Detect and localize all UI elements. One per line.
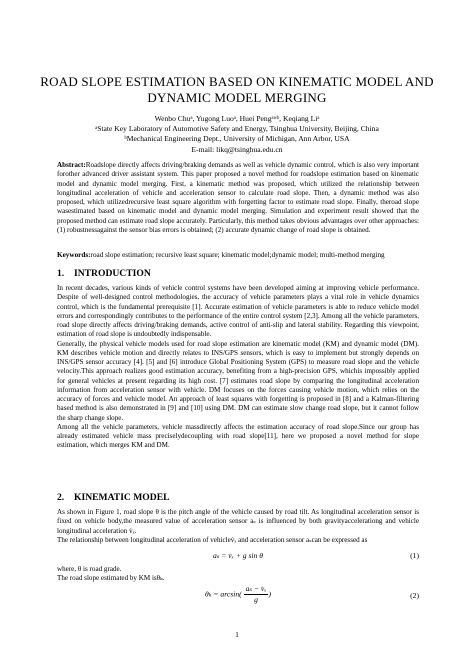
abstract-text: Roadslope directly affects driving/braking demands as well as vehicle dynamic control, which is also very important forother advanced driver assistant system. This paper proposed a novel method for roadslope estimation based on kinematic model and dynamic model merging. First, a kinematic method was proposed, which utilized the relationship between longitudinal acceleration of vehicle and acceleration sensor to calculate road slope. Then, a dynamic method was also proposed, which utilizedrecursive least square algorithm with forgetting factor to estimate road slope. Finally, theroad slope wasestimated based on kinematic model and dynamic model merging. Simulation and experiment result showed that the proposed method can estimate road slope accurately. Particularly, this method takes obvious advantages over other approaches: (1) robustnessagainst the sensor bias errors is obtained; (2) accurate dynamic change of road slope is obtained.	[57, 161, 419, 234]
equation-rhs: )	[268, 589, 271, 599]
fraction-denominator: g	[254, 595, 258, 604]
section-number: 1.	[57, 268, 65, 279]
contact-email: E-mail: likq@tsinghua.edu.cn	[191, 144, 283, 154]
keywords-label: Keywords:	[57, 251, 91, 259]
body-paragraph: As shown in Figure 1, road slope θ is the pitch angle of the vehicle caused by road tilt. As longitudinal acceleration sensor is fixed on vehicle body,the measured value of acceleration sensor aₛ is influenced by both gravityaccelerationg and vehicle longitudinal acceleration v̇ₓ.	[57, 508, 419, 535]
author-block	[40, 114, 434, 155]
equation-lhs: θₖ = arcsin(	[205, 589, 242, 599]
fraction-numerator: aₛ − v̇ₓ	[245, 584, 267, 593]
equation-expression	[57, 584, 419, 605]
body-paragraph: The road slope estimated by KM isθₖ.	[57, 574, 165, 583]
body-paragraph: The relationship between longitudinal acceleration of vehiclev̇ₓ and acceleration sensor aₛcan be expressed as	[57, 535, 368, 544]
section-heading-kinematic-model	[57, 492, 170, 503]
introduction-body	[57, 284, 419, 451]
affiliation-b: ᵇMechanical Engineering Dept., University of Michigan, Ann Arbor, USA	[124, 134, 350, 144]
intro-paragraph: Among all the vehicle parameters, vehicle massdirectly affects the estimation accuracy of road slope.Since our group has already estimated vehicle mass preciselydecoupling with road slope[11], here we proposed a novel method for slope estimation, which merges KM and DM.	[57, 422, 419, 450]
equation-expression: aₛ = v̇ₓ + g sin θ	[213, 551, 263, 560]
section-number: 2.	[57, 492, 65, 503]
keywords-text: road slope estimation; recursive least square; kinematic model;dynamic model; multi-method merging	[90, 251, 385, 259]
paper-title	[40, 74, 434, 106]
abstract-label: Abstract:	[57, 161, 86, 169]
intro-paragraph: Generally, the physical vehicle models used for road slope estimation are kinematic model (KM) and dynamic model (DM). KM describes vehicle motion and directly relates to INS/GPS sensors, which is easy to implement but strongly depends on INS/GPS sensor accuracy [4]. [5] and [6] introduce Global Positioning System (GPS) to measure road slope and the vehicle velocity.This approach realizes good estimation accuracy, benefiting from a high-precision GPS, whichis impossibly applied for general vehicles at present regarding its high cost. [7] estimates road slope by comparing the longitudinal acceleration information from acceleration sensor with vehicle. DM focuses on the forces causing vehicle motion, which relies on the accuracy of forces and vehicle model. An approach of least squares with forgetting is proposed in [8] and a Kalman-filtering based method is also demonstrated in [9] and [10] using DM. DM can estimate slow change road slope, but it cannot follow the sharp change slope.	[57, 339, 419, 422]
equation-number: (2)	[410, 591, 419, 600]
section-title: KINEMATIC MODEL	[74, 492, 170, 503]
body-paragraph: where, θ is road grade.	[57, 565, 122, 573]
kinematic-model-body	[57, 508, 419, 545]
affiliation-a: ᵃState Key Laboratory of Automotive Safety and Energy, Tsinghua University, Beijing, China	[95, 124, 379, 134]
section-title: INTRODUCTION	[74, 268, 151, 279]
equation-number: (1)	[410, 551, 419, 560]
page-number: 1	[235, 630, 239, 639]
author-names: Wenbo Chuᵃ, Yugong Luoᵃ, Huei Pengᵃʷᵇ, Keqiang Liᵃ	[154, 114, 320, 123]
equation-notes	[57, 565, 419, 584]
title-line-1: ROAD SLOPE ESTIMATION BASED ON KINEMATIC MODEL AND	[40, 74, 434, 89]
section-heading-introduction	[57, 268, 151, 279]
intro-paragraph: In recent decades, various kinds of vehicle control systems have been developed aiming at improving vehicle performance. Despite of well-designed control methodologies, the accuracy of vehicle parameters plays a vital role in vehicle dynamics control, which is the fundamental prerequisite [1]. Accurate estimation of vehicle parameters is able to reduce vehicle model errors and correspondingly contributes to the performance of the entire control system [2,3]. Among all the vehicle parameters, road slope directly affects driving/braking demands, active control of anti-slip and lateral stability. Regarding this viewpoint, estimation of road slope is undoubtedly indispensable.	[57, 284, 419, 339]
title-line-2: DYNAMIC MODEL MERGING	[147, 90, 327, 105]
keywords	[57, 251, 419, 260]
abstract	[57, 161, 419, 235]
equation-2	[57, 584, 419, 608]
equation-fraction	[244, 584, 269, 605]
